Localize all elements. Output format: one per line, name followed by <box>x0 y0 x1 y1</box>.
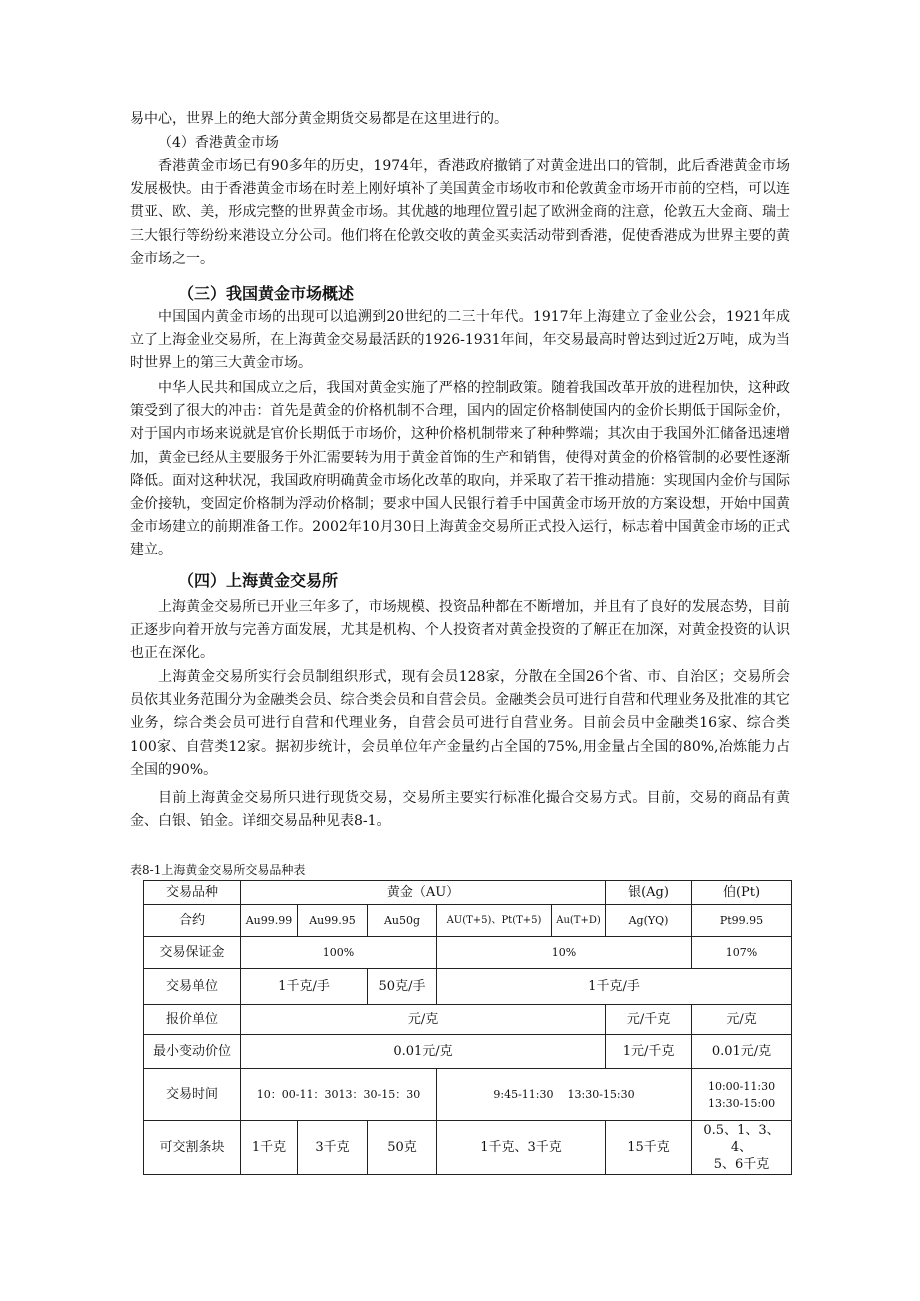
time-line: 10:00-11:30 <box>707 1079 776 1093</box>
table-row <box>144 881 792 905</box>
table-cell: 交易单位 <box>144 969 241 1005</box>
trading-varieties-table <box>143 880 792 1175</box>
paragraph-sge-trading: 目前上海黄金交易所只进行现货交易，交易所主要实行标准化撮合交易方式。目前，交易的商品有黄金、白银、铂金。详细交易品种见表8-1。 <box>130 790 790 830</box>
table-cell: Pt99.95 <box>692 905 792 937</box>
table-cell: 交易品种 <box>144 881 241 905</box>
table-cell: 元/千克 <box>606 1005 692 1035</box>
table-cell: 交易时间 <box>144 1069 241 1121</box>
table-cell: Au50g <box>368 905 437 937</box>
table-cell: 元/克 <box>692 1005 792 1035</box>
table-cell: 1千克、3千克 <box>437 1121 606 1175</box>
table-cell: 1千克 <box>241 1121 298 1175</box>
table-caption: 表8-1上海黄金交易所交易品种表 <box>130 863 306 877</box>
table-cell: 元/克 <box>241 1005 606 1035</box>
bar-line: 5、6千克 <box>713 1157 770 1172</box>
table-row <box>144 905 792 937</box>
table-cell: 伯(Pt) <box>692 881 792 905</box>
table-row <box>144 1005 792 1035</box>
paragraph-continuation: 易中心，世界上的绝大部分黄金期货交易都是在这里进行的。 <box>130 111 508 127</box>
table-row <box>144 937 792 969</box>
table-cell: AU(T+5)、Pt(T+5) <box>437 905 552 937</box>
table-cell: 合约 <box>144 905 241 937</box>
table-cell: 0.01元/克 <box>692 1035 792 1069</box>
table-cell: 50克 <box>368 1121 437 1175</box>
table-cell: 交易保证金 <box>144 937 241 969</box>
table-row <box>144 1035 792 1069</box>
table-cell: Au(T+D) <box>552 905 606 937</box>
table-cell-time-platinum <box>692 1069 792 1121</box>
table-cell: 15千克 <box>606 1121 692 1175</box>
table-cell: 报价单位 <box>144 1005 241 1035</box>
table-cell: 银(Ag) <box>606 881 692 905</box>
subheading-hongkong-market: （4）香港黄金市场 <box>158 135 279 151</box>
table-cell: 0.01元/克 <box>241 1035 606 1069</box>
table-cell: 107% <box>692 937 792 969</box>
table-cell: 黄金（AU） <box>241 881 606 905</box>
table-cell: 1元/千克 <box>606 1035 692 1069</box>
table-cell: 10：00-11：3013：30-15：30 <box>241 1069 437 1121</box>
table-cell: 最小变动价位 <box>144 1035 241 1069</box>
section-heading-china-market: （三）我国黄金市场概述 <box>178 284 355 303</box>
section-heading-sge: （四）上海黄金交易所 <box>178 571 339 590</box>
table-row <box>144 1069 792 1121</box>
table-cell: 100% <box>241 937 437 969</box>
table-cell: 1千克/手 <box>241 969 368 1005</box>
paragraph-china-history: 中国国内黄金市场的出现可以追溯到20世纪的二三十年代。1917年上海建立了金业公会，1921年成立了上海金业交易所，在上海黄金交易最活跃的1926-1931年间，年交易最高时曾达到过近2万吨，成为当时世界上的第三大黄金市场。 <box>130 309 790 372</box>
time-line: 13:30-15:00 <box>707 1096 776 1110</box>
paragraph-china-policy: 中华人民共和国成立之后，我国对黄金实施了严格的控制政策。随着我国改革开放的进程加快，这种政策受到了很大的冲击：首先是黄金的价格机制不合理，国内的固定价格制使国内的金价长期低于国际金价，对于国内市场来说就是官价长期低于市场价，这种价格机制带来了种种弊端；其次由于我国外汇储备迅速增加，黄金已经从主要服务于外汇需要转为用于黄金首饰的生产和销售，使得对黄金的价格管制的必要性逐渐降低。面对这种状况，我国政府明确黄金市场化改革的取向，并采取了若干推动措施：实现国内金价与国际金价接轨，变固定价格制为浮动价格制；要求中国人民银行着手中国黄金市场开放的方案设想，开始中国黄金市场建立的前期准备工作。2002年10月30日上海黄金交易所正式投入运行，标志着中国黄金市场的正式建立。 <box>130 380 790 559</box>
table-row <box>144 969 792 1005</box>
table-cell: Au99.95 <box>298 905 368 937</box>
table-cell: 1千克/手 <box>437 969 792 1005</box>
table-cell: Ag(YQ) <box>606 905 692 937</box>
paragraph-sge-members: 上海黄金交易所实行会员制组织形式，现有会员128家，分散在全国26个省、市、自治区；交易所会员依其业务范围分为金融类会员、综合类会员和自营会员。金融类会员可进行自营和代理业务及批准的其它业务，综合类会员可进行自营和代理业务，自营会员可进行自营业务。目前会员中金融类16家、综合类100家、自营类12家。据初步统计，会员单位年产金量约占全国的75%,用金量占全国的80%,冶炼能力占全国的90%。 <box>130 669 790 778</box>
table-cell: 可交割条块 <box>144 1121 241 1175</box>
bar-line: 0.5、1、3、4、 <box>703 1123 780 1155</box>
table-row <box>144 1121 792 1175</box>
table-cell: 50克/手 <box>368 969 437 1005</box>
table-cell: 10% <box>437 937 692 969</box>
table-cell: Au99.99 <box>241 905 298 937</box>
table-cell: 9:45-11:30 13:30-15:30 <box>437 1069 692 1121</box>
paragraph-hongkong: 香港黄金市场已有90多年的历史，1974年，香港政府撤销了对黄金进出口的管制，此后香港黄金市场发展极快。由于香港黄金市场在时差上刚好填补了美国黄金市场收市和伦敦黄金市场开市前的空档，可以连贯亚、欧、美，形成完整的世界黄金市场。其优越的地理位置引起了欧洲金商的注意，伦敦五大金商、瑞士三大银行等纷纷来港设立分公司。他们将在伦敦交收的黄金买卖活动带到香港，促使香港成为世界主要的黄金市场之一。 <box>130 158 790 267</box>
table-cell: 3千克 <box>298 1121 368 1175</box>
paragraph-sge-overview: 上海黄金交易所已开业三年多了，市场规模、投资品种都在不断增加，并且有了良好的发展态势，目前正逐步向着开放与完善方面发展，尤其是机构、个人投资者对黄金投资的了解正在加深，对黄金投资的认识也正在深化。 <box>130 599 790 662</box>
table-cell-bars-platinum <box>692 1121 792 1175</box>
